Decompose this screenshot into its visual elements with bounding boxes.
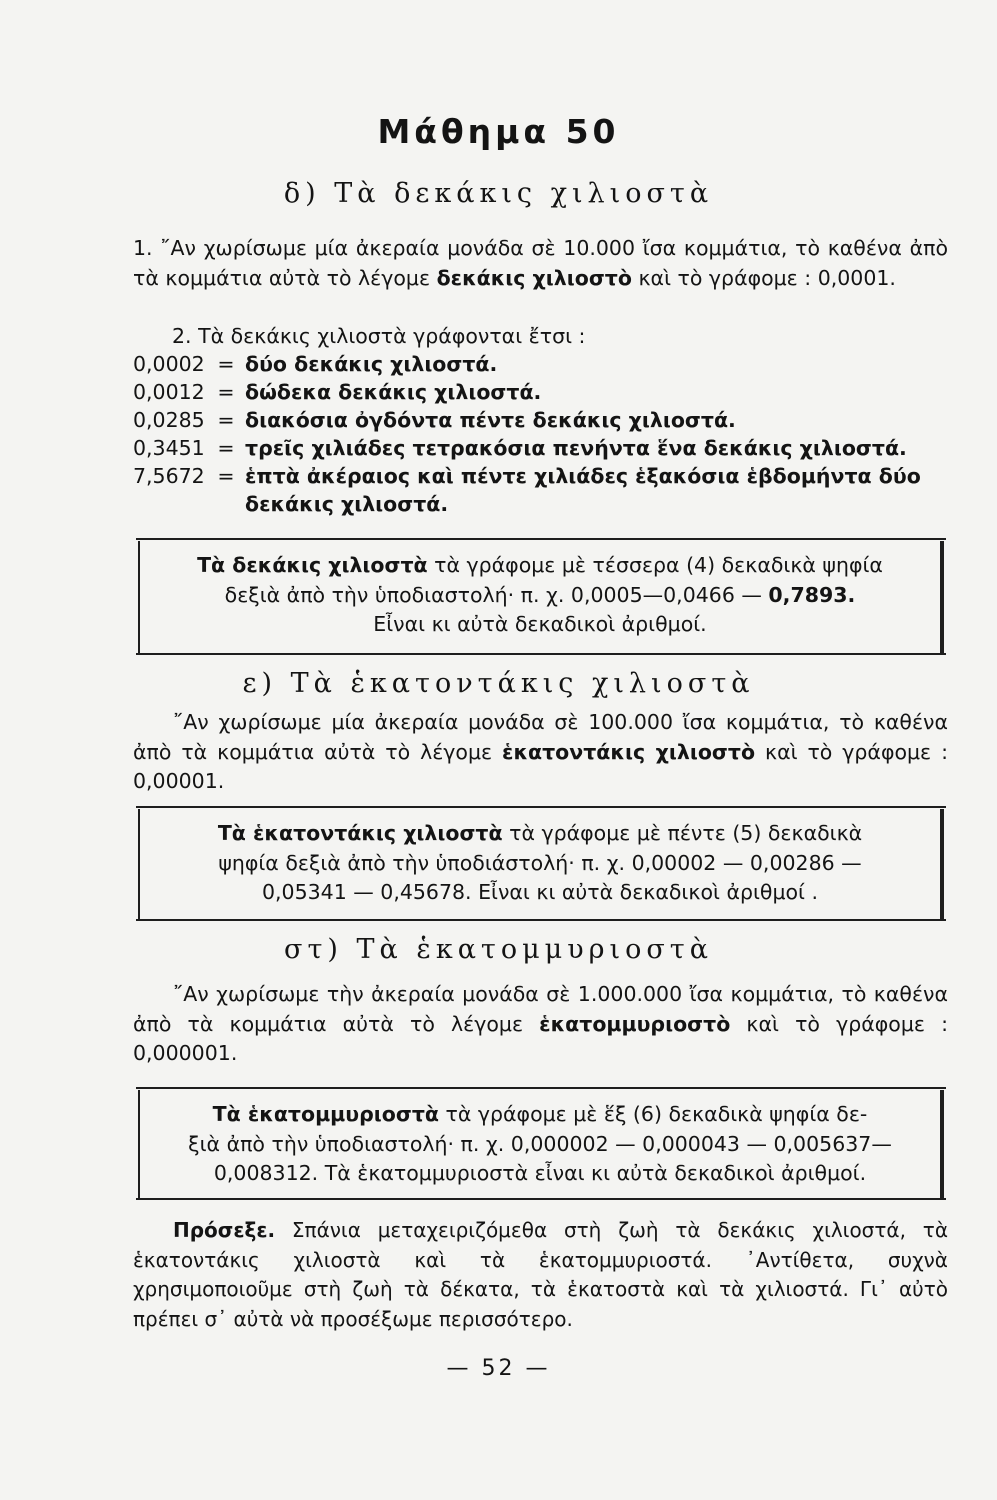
section-e-rule-box [138, 809, 944, 919]
box-term-bold: Τὰ ἑκατομμυριοστὰ [212, 1102, 439, 1126]
example-number: 7,5672 [133, 464, 205, 488]
example-number: 0,3451 [133, 436, 205, 460]
example-words: δώδεκα δεκάκις χιλιοστά. [245, 380, 542, 404]
paragraph-text: καὶ τὸ γράφομε : 0,0001. [631, 265, 896, 290]
box-text: 0,008312. Τὰ ἑκατομμυριοστὰ εἶναι κι αὐτὰ δεκαδικοὶ ἀριθμοί. [213, 1161, 867, 1185]
term-bold: ἑκατοντάκις χιλιοστὸ [502, 739, 756, 764]
box-top-rule [136, 1087, 946, 1089]
box-top-rule [136, 538, 946, 540]
box-text: τὰ γράφομε μὲ ἕξ (6) δεκαδικὰ ψηφία δε- [439, 1102, 868, 1126]
equals-sign: = [217, 380, 235, 404]
example-row [133, 434, 907, 464]
equals-sign: = [217, 436, 235, 460]
term-bold: ἑκατομμυριοστὸ [539, 1011, 731, 1036]
example-continuation: δεκάκις χιλιοστά. [245, 492, 449, 516]
section-d-title: δ) Τὰ δεκάκις χιλιοστὰ [283, 178, 714, 209]
example-row [133, 462, 921, 492]
box-term-bold: Τὰ ἑκατοντάκις χιλιοστὰ [217, 821, 503, 845]
box-bottom-rule [136, 653, 946, 655]
section-st-rule-box [138, 1090, 944, 1198]
box-bottom-rule [136, 919, 946, 921]
note-text: Σπάνια μεταχειριζόμεθα στὴ ζωὴ τὰ δεκάκις χιλιοστά, τὰ ἑκατοντάκις χιλιοστὰ καὶ τὰ ἑκατομμυριοστά. ᾿Αντίθετα, συχνὰ χρησιμοποιοῦμε στὴ ζωὴ τὰ δέκατα, τὰ ἑκατοστὰ καὶ τὰ χιλιοστά. Γι᾿ αὐτὸ πρέπει σ᾿ αὐτὰ νὰ προσέξωμε περισσότερο. [133, 1218, 948, 1331]
section-d-paragraph-2: 2. Τὰ δεκάκις χιλιοστὰ γράφονται ἔτσι : [172, 324, 586, 348]
example-row [133, 406, 736, 436]
box-text: τὰ γράφομε μὲ τέσσερα (4) δεκαδικὰ ψηφία [427, 553, 883, 577]
lesson-title: Μάθημα 50 [377, 112, 620, 151]
box-text: τὰ γράφομε μὲ πέντε (5) δεκαδικὰ [502, 821, 863, 845]
box-text: Εἶναι κι αὐτὰ δεκαδικοὶ ἀριθμοί. [373, 612, 707, 636]
equals-sign: = [217, 464, 235, 488]
page-number: — 52 — [446, 1356, 551, 1381]
paragraph-text: ῎Αν χωρίσωμε μία ἀκεραία μονάδα σὲ 100.000 ἴσα κομμάτια, τὸ καθένα ἀπὸ τὰ κομμάτια αὐτὰ τὸ λέγομε [133, 710, 948, 764]
box-text: ξιὰ ἀπὸ τὴν ὑποδιαστολή· π. χ. 0,000002 — 0,000043 — 0,005637— [188, 1131, 892, 1156]
example-words: τρεῖς χιλιάδες τετρακόσια πενήντα ἕνα δεκάκις χιλιοστά. [245, 436, 907, 460]
example-number: 0,0012 [133, 380, 205, 404]
box-text: δεξιὰ ἀπὸ τὴν ὑποδιαστολή· π. χ. 0,0005—0,0466 — [224, 582, 769, 607]
box-term-bold: Τὰ δεκάκις χιλιοστὰ [197, 553, 428, 577]
section-d-paragraph-1 [133, 234, 948, 293]
section-st-title: στ) Τὰ ἑκατομμυριοστὰ [284, 934, 713, 965]
example-row [133, 378, 541, 408]
term-bold: δεκάκις χιλιοστὸ [436, 265, 632, 290]
box-top-rule [136, 806, 946, 808]
note-label: Πρόσεξε. [173, 1218, 276, 1242]
box-text: ψηφία δεξιὰ ἀπὸ τὴν ὑποδιάστολή· π. χ. 0,00002 — 0,00286 — [218, 850, 862, 875]
equals-sign: = [217, 408, 235, 432]
example-words: διακόσια ὀγδόντα πέντε δεκάκις χιλιοστά. [245, 408, 736, 432]
box-number-bold: 0,7893. [768, 582, 856, 607]
paragraph-text: ῎Αν χωρίσωμε τὴν ἀκεραία μονάδα σὲ 1.000.000 ἴσα κομμάτια, τὸ καθένα ἀπὸ τὰ κομμάτια αὐτὰ τὸ λέγομε [133, 982, 948, 1036]
example-number: 0,0285 [133, 408, 205, 432]
paragraph-text: καὶ τὸ γράφομε : 0,00001. [133, 739, 948, 793]
paragraph-text: καὶ τὸ γράφομε : 0,000001. [133, 1011, 948, 1065]
box-bottom-rule [136, 1198, 946, 1200]
equals-sign: = [217, 352, 235, 376]
example-words: ἑπτὰ ἀκέραιος καὶ πέντε χιλιάδες ἑξακόσια ἑβδομήντα δύο [245, 464, 921, 488]
section-e-paragraph [133, 708, 948, 797]
attention-note [133, 1216, 948, 1334]
example-words: δύο δεκάκις χιλιοστά. [245, 352, 498, 376]
section-e-title: ε) Τὰ ἑκατοντάκις χιλιοστὰ [242, 668, 755, 699]
paragraph-text: 1. ῎Αν χωρίσωμε μία ἀκεραία μονάδα σὲ 10.000 ἴσα κομμάτια, τὸ καθένα ἀπὸ τὰ κομμάτια αὐτὰ τὸ λέγομε [133, 236, 948, 290]
example-number: 0,0002 [133, 352, 205, 376]
example-row [133, 350, 497, 380]
section-st-paragraph [133, 980, 948, 1069]
box-text: 0,05341 — 0,45678. Εἶναι κι αὐτὰ δεκαδικοὶ ἀριθμοί . [261, 880, 819, 904]
section-d-rule-box [138, 541, 944, 653]
